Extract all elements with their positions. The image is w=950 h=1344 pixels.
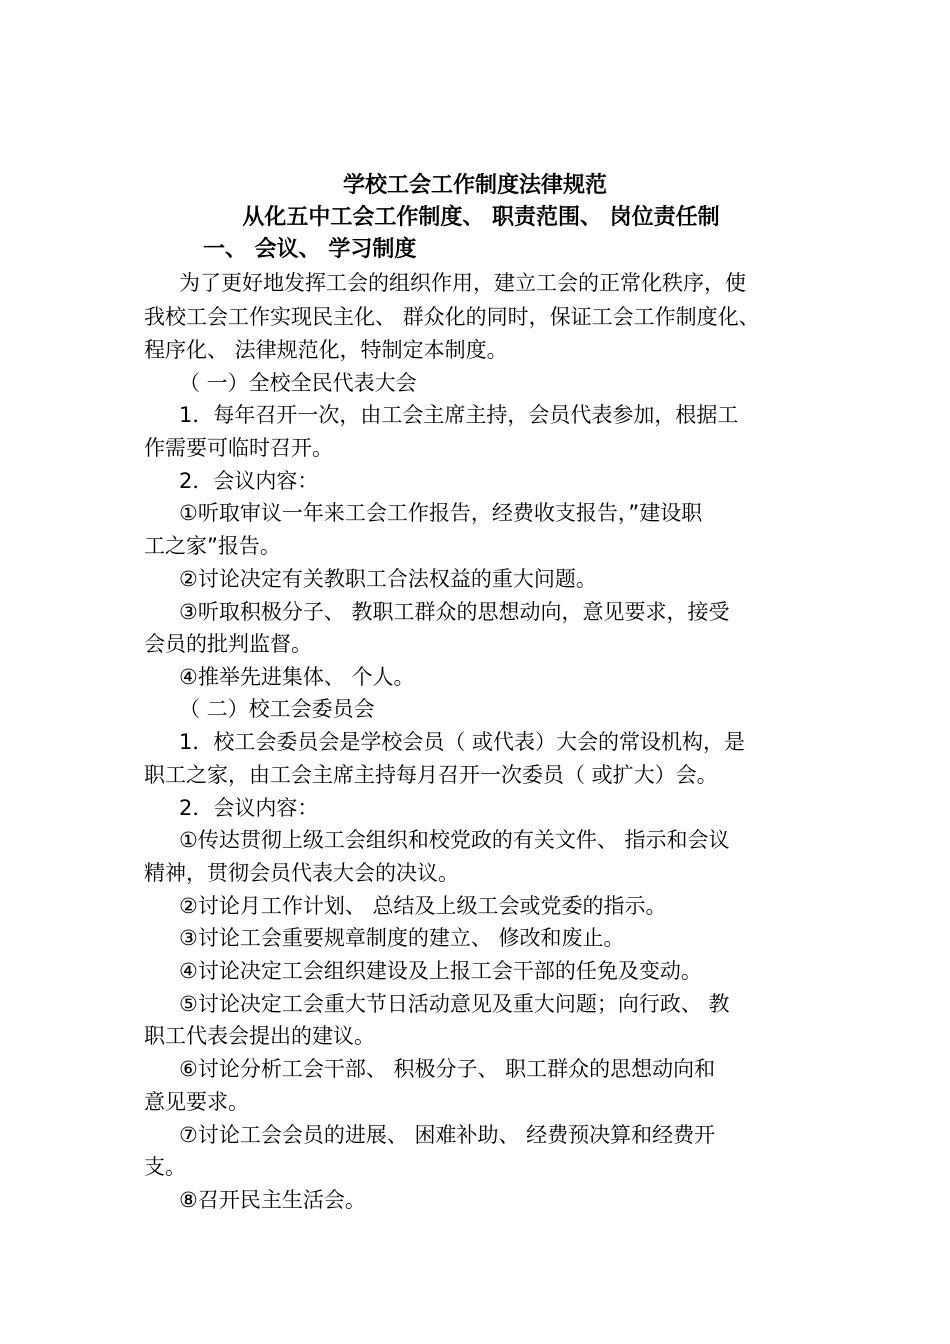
list-item-continuation: 意见要求。 bbox=[144, 1090, 249, 1114]
subsection-heading: （ 一）全校全民代表大会 bbox=[179, 371, 417, 395]
list-item: ②讨论月工作计划、 总结及上级工会或党委的指示。 bbox=[179, 894, 667, 918]
list-item: ④讨论决定工会组织建设及上报工会干部的任免及变动。 bbox=[179, 959, 702, 983]
paragraph-line: 1．每年召开一次，由工会主席主持，会员代表参加，根据工 bbox=[179, 403, 739, 427]
list-item: ⑦讨论工会会员的进展、 困难补助、 经费预决算和经费开 bbox=[179, 1123, 716, 1147]
document-title: 学校工会工作制度法律规范 bbox=[342, 173, 607, 198]
list-item-continuation: 工之家”报告。 bbox=[144, 534, 281, 558]
paragraph-line: 职工之家，由工会主席主持每月召开一次委员（ 或扩大）会。 bbox=[144, 763, 718, 787]
paragraph-line: 2．会议内容： bbox=[179, 796, 319, 820]
paragraph-line: 为了更好地发挥工会的组织作用，建立工会的正常化秩序，使 bbox=[179, 271, 746, 295]
list-item: ①听取审议一年来工会工作报告，经费收支报告，”建设职 bbox=[179, 501, 703, 525]
list-item-continuation: 精神，贯彻会员代表大会的决议。 bbox=[144, 861, 459, 885]
list-item: ①传达贯彻上级工会组织和校党政的有关文件、 指示和会议 bbox=[179, 828, 730, 852]
list-item: ③讨论工会重要规章制度的建立、 修改和废止。 bbox=[179, 926, 625, 950]
list-item: ⑧召开民主生活会。 bbox=[179, 1188, 366, 1212]
section-heading: 一、 会议、 学习制度 bbox=[203, 237, 417, 262]
paragraph-line: 我校工会工作实现民主化、 群众化的同时，保证工会工作制度化、 bbox=[144, 305, 760, 329]
document-subtitle: 从化五中工会工作制度、 职责范围、 岗位责任制 bbox=[242, 205, 720, 230]
list-item-continuation: 会员的批判监督。 bbox=[144, 632, 312, 656]
paragraph-line: 程序化、 法律规范化，特制定本制度。 bbox=[144, 338, 508, 362]
list-item-continuation: 支。 bbox=[144, 1155, 186, 1179]
paragraph-line: 1．校工会委员会是学校会员（ 或代表）大会的常设机构，是 bbox=[179, 730, 746, 754]
list-item-continuation: 职工代表会提出的建议。 bbox=[144, 1024, 375, 1048]
paragraph-line: 2．会议内容： bbox=[179, 469, 319, 493]
list-item: ⑤讨论决定工会重大节日活动意见及重大问题；向行政、 教 bbox=[179, 992, 730, 1016]
paragraph-line: 作需要可临时召开。 bbox=[144, 436, 333, 460]
list-item: ④推举先进集体、 个人。 bbox=[179, 665, 415, 689]
list-item: ②讨论决定有关教职工合法权益的重大问题。 bbox=[179, 567, 597, 591]
subsection-heading: （ 二）校工会委员会 bbox=[179, 697, 375, 721]
list-item: ⑥讨论分析工会干部、 积极分子、 职工群众的思想动向和 bbox=[179, 1057, 716, 1081]
list-item: ③听取积极分子、 教职工群众的思想动向，意见要求，接受 bbox=[179, 600, 730, 624]
